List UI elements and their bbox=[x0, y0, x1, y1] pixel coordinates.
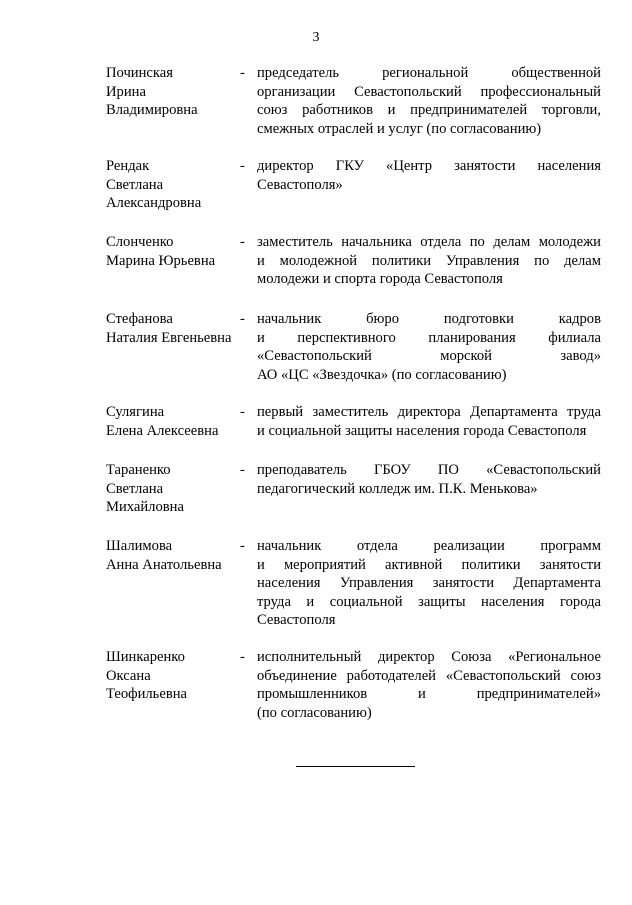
name-line: Шалимова bbox=[106, 538, 173, 554]
position-line: преподаватель ГБОУ ПО «Севастопольский bbox=[257, 462, 601, 478]
member-position bbox=[257, 403, 601, 440]
position-line: первый заместитель директора Департамента труда bbox=[257, 404, 601, 420]
member-position bbox=[257, 310, 601, 384]
name-line: Марина Юрьевна bbox=[106, 252, 216, 269]
separator-dash: - bbox=[240, 649, 245, 665]
position-line: смежных отраслей и услуг (по согласованию) bbox=[257, 120, 542, 137]
name-line: Владимировна bbox=[106, 102, 198, 118]
position-line: исполнительный директор Союза «Региональное bbox=[257, 649, 601, 665]
name-line: Наталия Евгеньевна bbox=[106, 329, 232, 346]
name-line: Тараненко bbox=[106, 462, 171, 478]
name-line: Михайловна bbox=[106, 499, 184, 515]
member-name bbox=[106, 157, 236, 213]
member-name bbox=[106, 537, 236, 574]
name-line: Починская bbox=[106, 65, 173, 81]
member-position bbox=[257, 157, 601, 194]
position-line: Севастополя» bbox=[257, 176, 343, 193]
position-line: АО «ЦС «Звездочка» (по согласованию) bbox=[257, 366, 507, 383]
name-line: Светлана bbox=[106, 176, 164, 193]
member-position bbox=[257, 64, 601, 138]
position-line: директор ГКУ «Центр занятости населения bbox=[257, 158, 601, 174]
name-line: Александровна bbox=[106, 195, 202, 211]
position-line: (по согласованию) bbox=[257, 704, 372, 721]
separator-dash: - bbox=[240, 158, 245, 174]
name-line: Слонченко bbox=[106, 234, 174, 250]
position-line: труда и социальной защиты населения города bbox=[257, 593, 601, 610]
member-position bbox=[257, 461, 601, 498]
name-line: Стефанова bbox=[106, 311, 173, 327]
separator-dash: - bbox=[240, 65, 245, 81]
position-line: и социальной защиты населения города Севастополя bbox=[257, 422, 587, 439]
member-name bbox=[106, 461, 236, 517]
member-position bbox=[257, 233, 601, 289]
name-line: Оксана bbox=[106, 667, 151, 684]
name-line: Ирина bbox=[106, 83, 146, 100]
member-name bbox=[106, 64, 236, 120]
member-name bbox=[106, 648, 236, 704]
position-line: начальник бюро подготовки кадров bbox=[257, 311, 601, 327]
separator-dash: - bbox=[240, 311, 245, 327]
position-line: и молодежной политики Управления по делам bbox=[257, 252, 601, 269]
member-position bbox=[257, 648, 601, 722]
position-line: Севастополя bbox=[257, 612, 336, 628]
name-line: Рендак bbox=[106, 158, 150, 174]
position-line: заместитель начальника отдела по делам молодежи bbox=[257, 234, 601, 250]
position-line: «Севастопольский морской завод» bbox=[257, 348, 601, 364]
name-line: Елена Алексеевна bbox=[106, 422, 219, 439]
position-line: молодежи и спорта города Севастополя bbox=[257, 271, 503, 287]
position-line: педагогический колледж им. П.К. Менькова» bbox=[257, 480, 538, 497]
position-line: начальник отдела реализации программ bbox=[257, 538, 601, 554]
name-line: Сулягина bbox=[106, 404, 165, 420]
member-name bbox=[106, 403, 236, 440]
position-line: союз работников и предпринимателей торговли, bbox=[257, 102, 601, 118]
position-line: объединение работодателей «Севастопольский союз bbox=[257, 667, 601, 684]
separator-dash: - bbox=[240, 234, 245, 250]
position-line: организации Севастопольский профессиональный bbox=[257, 83, 601, 100]
position-line: и перспективного планирования филиала bbox=[257, 329, 601, 346]
page-number: 3 bbox=[312, 30, 320, 45]
position-line: населения Управления занятости Департамента bbox=[257, 575, 601, 591]
position-line: промышленников и предпринимателей» bbox=[257, 686, 601, 702]
position-line: и мероприятий активной политики занятости bbox=[257, 556, 601, 573]
member-position bbox=[257, 537, 601, 630]
separator-dash: - bbox=[240, 538, 245, 554]
name-line: Светлана bbox=[106, 480, 164, 497]
name-line: Анна Анатольевна bbox=[106, 556, 222, 573]
name-line: Шинкаренко bbox=[106, 649, 185, 665]
name-line: Теофильевна bbox=[106, 686, 187, 702]
position-line: председатель региональной общественной bbox=[257, 65, 601, 81]
separator-dash: - bbox=[240, 404, 245, 420]
member-name bbox=[106, 310, 236, 347]
end-divider bbox=[296, 766, 415, 767]
member-name bbox=[106, 233, 236, 270]
separator-dash: - bbox=[240, 462, 245, 478]
